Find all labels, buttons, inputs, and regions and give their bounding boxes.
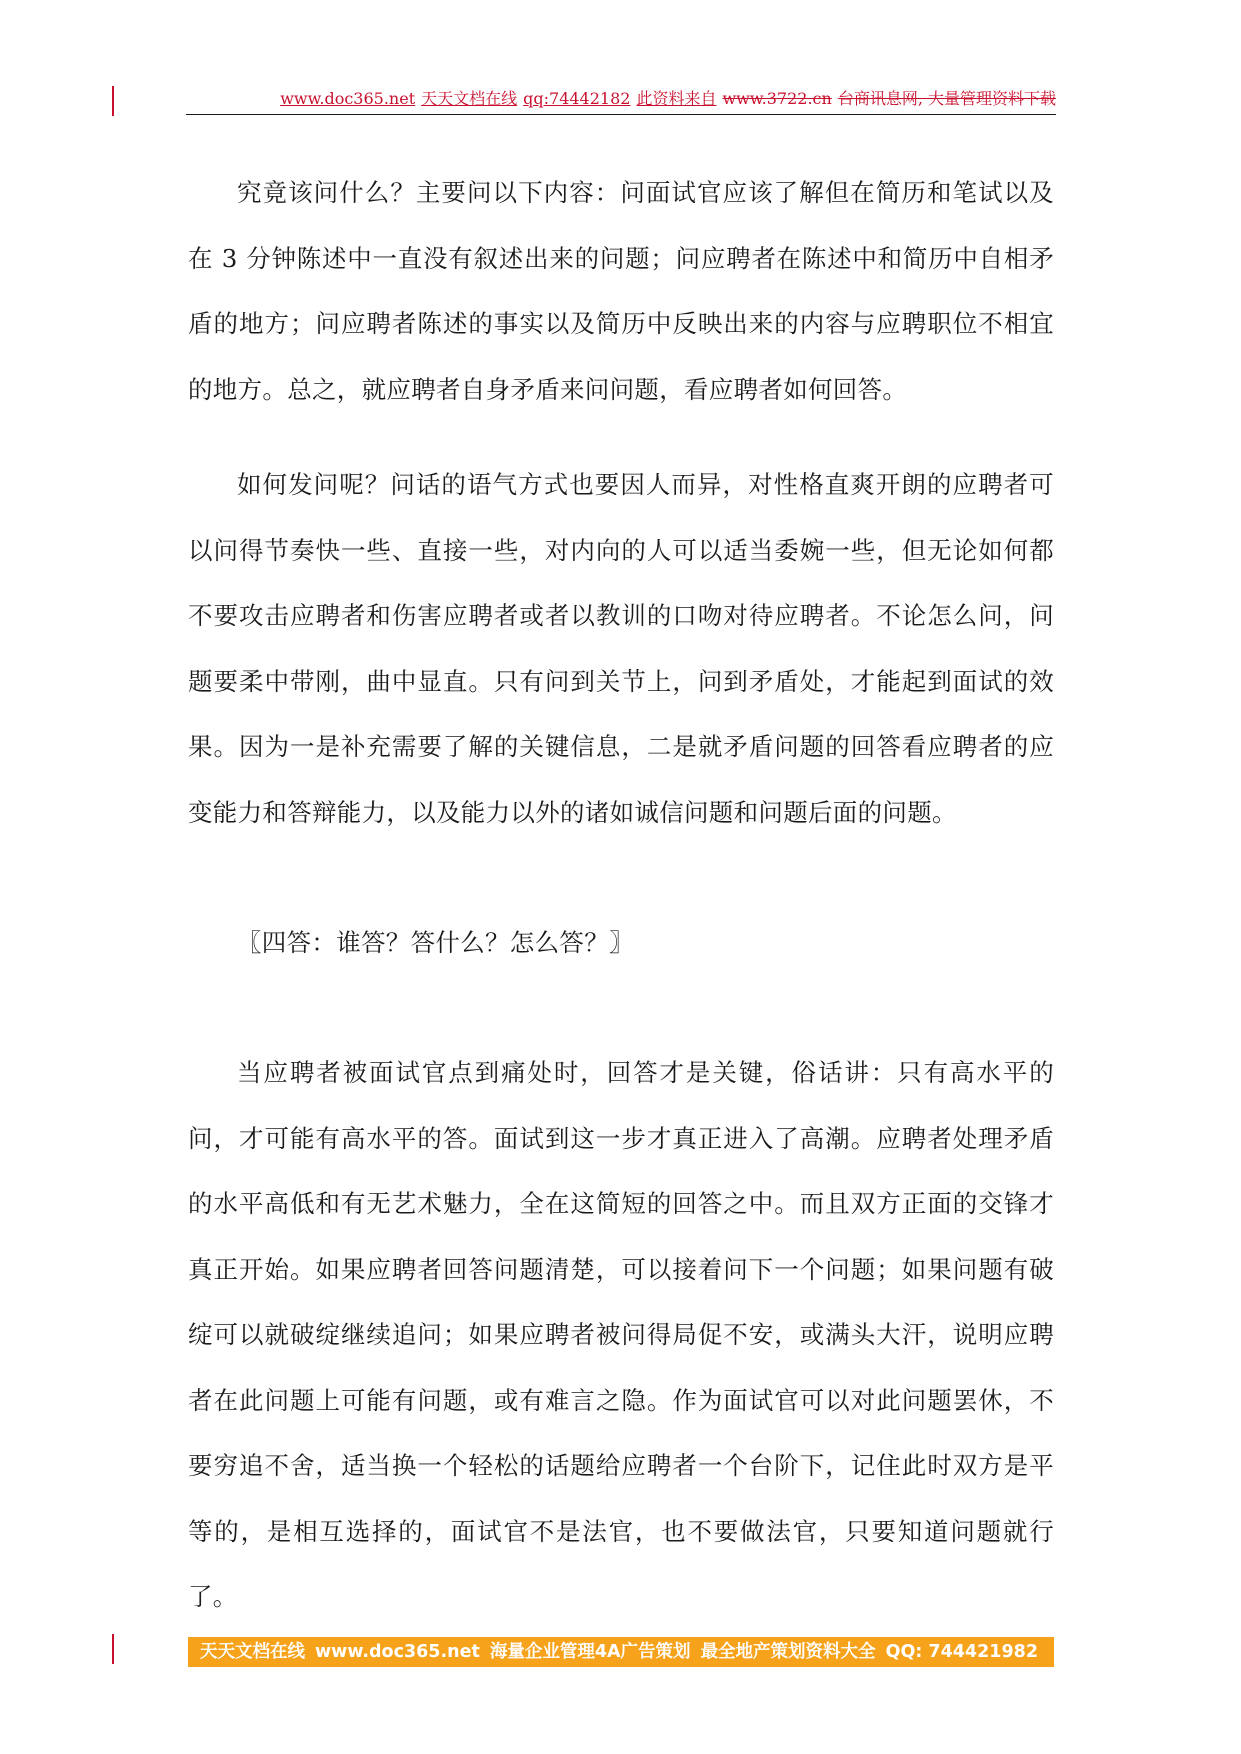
section-heading-four-answers: 〖四答：谁答？答什么？怎么答？〗 xyxy=(237,928,634,957)
footer-site-link[interactable]: www.doc365.net xyxy=(315,1642,480,1662)
page-header xyxy=(186,88,1056,115)
header-qq: qq:74442182 xyxy=(523,89,631,108)
margin-mark-top xyxy=(112,86,114,116)
header-source-link[interactable]: www.3722.cn xyxy=(722,89,832,108)
footer-qq: QQ: 744421982 xyxy=(885,1642,1038,1662)
footer-tag-realestate: 最全地产策划资料大全 xyxy=(700,1642,876,1662)
paragraph-how-to-ask: 如何发问呢？问话的语气方式也要因人而异，对性格直爽开朗的应聘者可以问得节奏快一些、直接一些，对内向的人可以适当委婉一些，但无论如何都不要攻击应聘者和伤害应聘者或者以教训的口吻对待应聘者。不论怎么问，问题要柔中带刚，曲中显直。只有问到关节上，问到矛盾处，才能起到面试的效果。因为一是补充需要了解的关键信息，二是就矛盾问题的回答看应聘者的应变能力和答辩能力，以及能力以外的诸如诚信问题和问题后面的问题。 xyxy=(188,470,1054,827)
header-site-link[interactable]: www.doc365.net xyxy=(280,89,416,108)
header-source-prefix: 此资料来自 xyxy=(636,89,717,108)
paragraph-what-to-ask: 究竟该问什么？主要问以下内容：问面试官应该了解但在简历和笔试以及在 3 分钟陈述中一直没有叙述出来的问题；问应聘者在陈述中和简历中自相矛盾的地方；问应聘者陈述的事实以及简历中反映出来的内容与应聘职位不相宜的地方。总之，就应聘者自身矛盾来问问题，看应聘者如何回答。 xyxy=(188,178,1054,404)
header-site-name: 天天文档在线 xyxy=(421,89,518,108)
page-footer-banner xyxy=(188,1637,1054,1667)
margin-mark-bottom xyxy=(112,1634,114,1664)
footer-tag-ads: 海量企业管理4A广告策划 xyxy=(489,1642,691,1662)
header-source-desc: 台商讯息网, 大量管理资料下载 xyxy=(837,89,1056,108)
footer-site-name: 天天文档在线 xyxy=(200,1642,305,1662)
paragraph-answering: 当应聘者被面试官点到痛处时，回答才是关键，俗话讲：只有高水平的问，才可能有高水平的答。面试到这一步才真正进入了高潮。应聘者处理矛盾的水平高低和有无艺术魅力，全在这简短的回答之中。而且双方正面的交锋才真正开始。如果应聘者回答问题清楚，可以接着问下一个问题；如果问题有破绽可以就破绽继续追问；如果应聘者被问得局促不安，或满头大汗，说明应聘者在此问题上可能有问题，或有难言之隐。作为面试官可以对此问题罢休，不要穷追不舍，适当换一个轻松的话题给应聘者一个台阶下，记住此时双方是平等的，是相互选择的，面试官不是法官，也不要做法官，只要知道问题就行了。 xyxy=(188,1058,1054,1611)
